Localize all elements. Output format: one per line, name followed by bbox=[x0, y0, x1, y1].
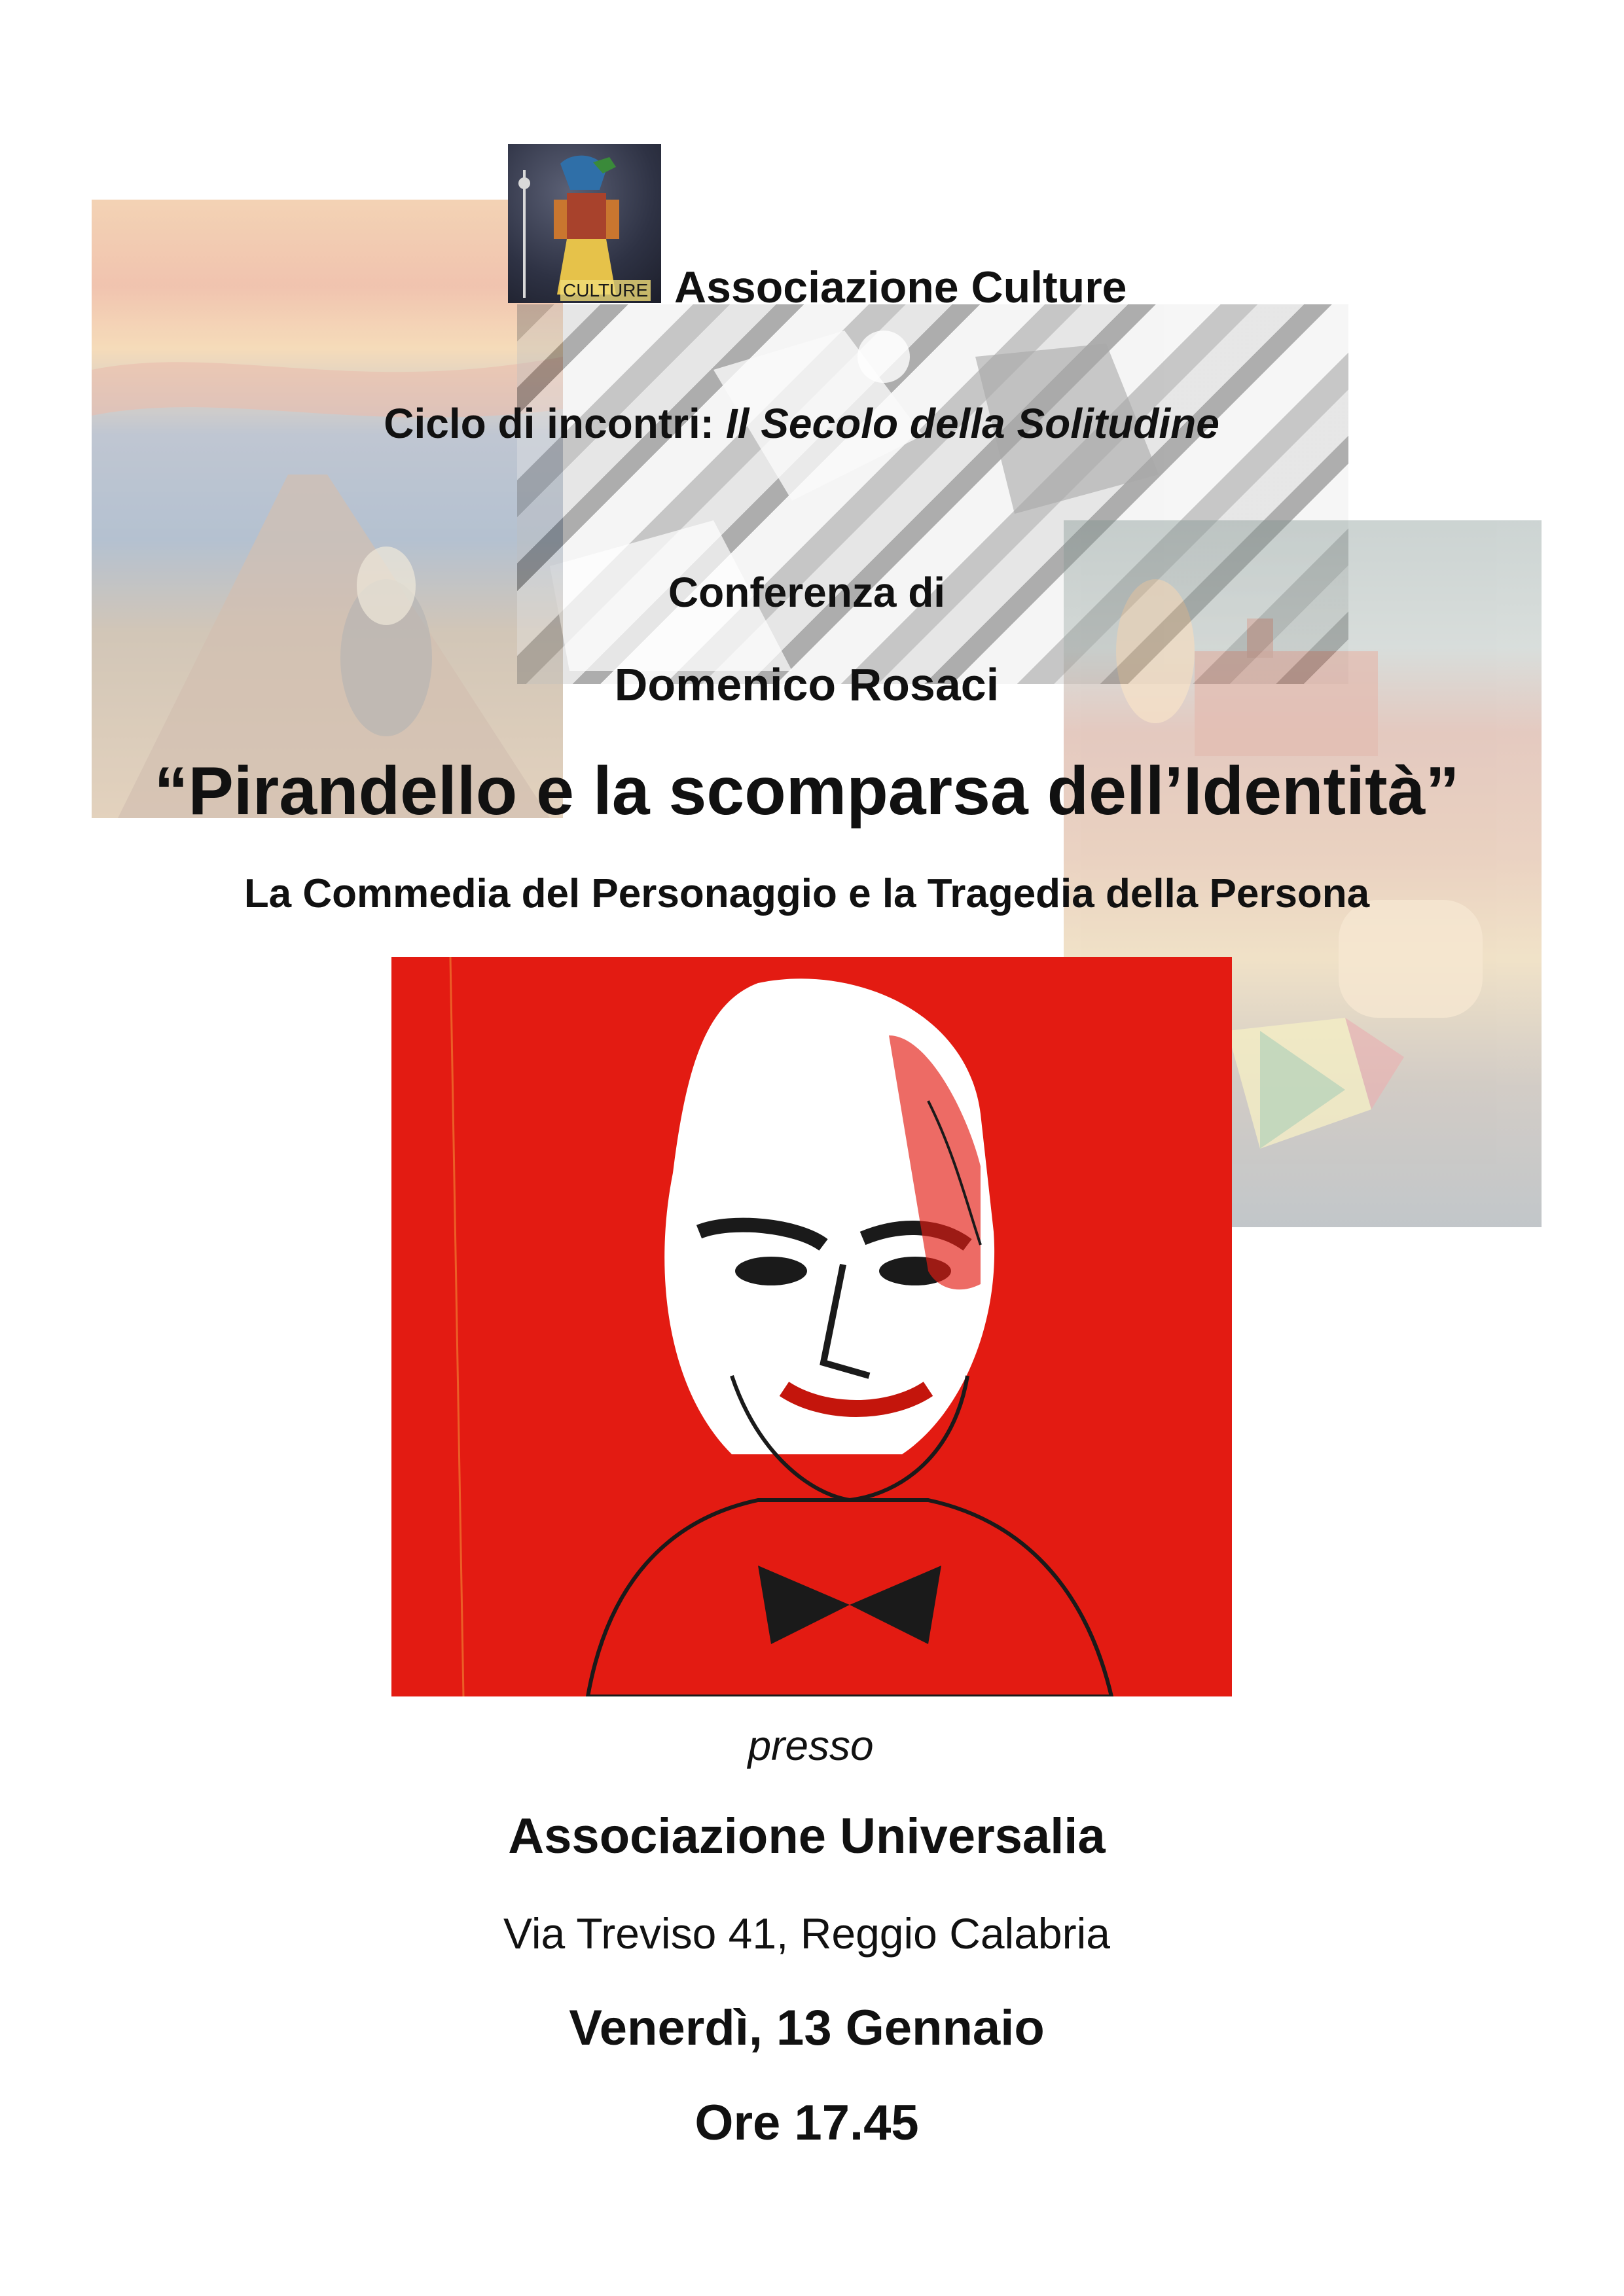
association-name: Associazione Culture bbox=[674, 262, 1127, 312]
cycle-prefix: Ciclo di incontri: bbox=[384, 400, 715, 447]
speaker-name: Domenico Rosaci bbox=[614, 659, 1000, 710]
venue-name: Associazione Universalia bbox=[508, 1808, 1106, 1864]
pirandello-portrait bbox=[391, 957, 1232, 1696]
event-time: Ore 17.45 bbox=[695, 2095, 919, 2151]
cycle-line bbox=[0, 399, 1614, 448]
background-painting-scream bbox=[92, 200, 563, 818]
cycle-title: Il Secolo della Solitudine bbox=[725, 400, 1219, 447]
presso-label: presso bbox=[748, 1722, 874, 1769]
event-date: Venerdì, 13 Gennaio bbox=[569, 2000, 1045, 2056]
logo-text: CULTURE bbox=[560, 280, 651, 301]
culture-logo bbox=[508, 144, 661, 303]
talk-subtitle: La Commedia del Personaggio e la Tragedia della Persona bbox=[244, 871, 1370, 916]
venue-address: Via Treviso 41, Reggio Calabria bbox=[503, 1909, 1110, 1958]
conference-label: Conferenza di bbox=[668, 569, 946, 616]
talk-title: “Pirandello e la scomparsa dell’Identità” bbox=[154, 753, 1460, 829]
